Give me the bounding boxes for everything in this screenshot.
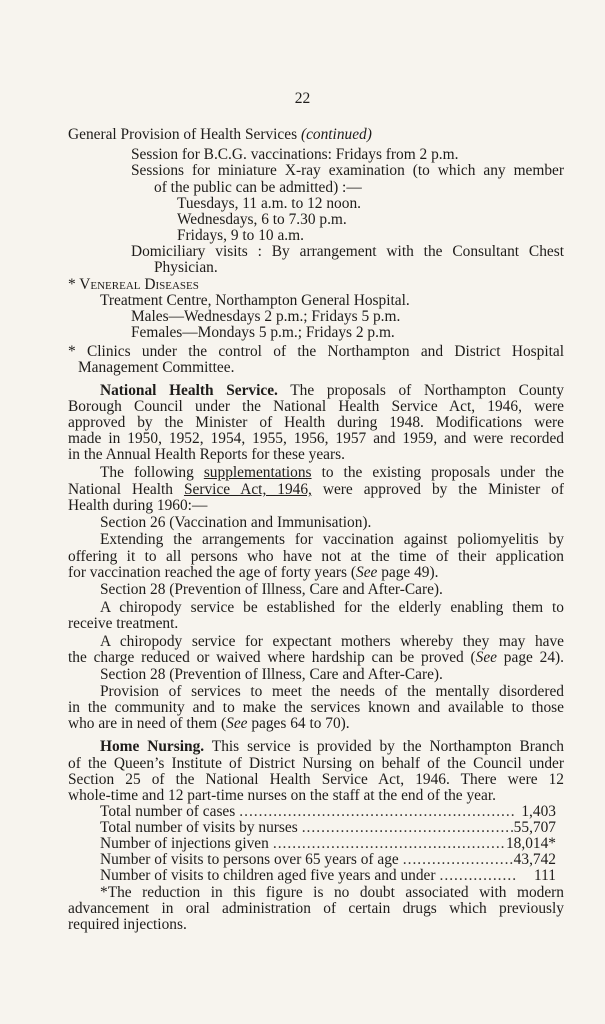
section-heading [68, 126, 564, 143]
domiciliary-line-2: Physician. [154, 259, 218, 276]
xray-fridays: Fridays, 9 to 10 a.m. [177, 227, 304, 244]
females-hours: Females—Mondays 5 p.m.; Fridays 2 p.m. [131, 324, 395, 341]
clinics-note-line-1: * Clinics under the control of the Northampton and District Hospital [68, 343, 564, 360]
leader-dots [269, 835, 506, 852]
stats-value: 43,742 [513, 851, 556, 868]
nhs-para-2-line-2 [68, 481, 564, 498]
domiciliary-line-1: Domiciliary visits : By arrangement with the Consultant Chest [131, 243, 564, 260]
provision-line-1: Provision of services to meet the needs of the mentally disordered [100, 683, 564, 700]
footnote-line-3: required injections. [68, 916, 187, 933]
extending-line-3-c: page 49). [377, 564, 439, 581]
stats-label: Number of visits to children aged five years and under [100, 867, 436, 884]
leader-dots [436, 867, 517, 884]
nhs-para-2-line-1-c: to the existing proposals under the [311, 464, 564, 481]
section-26: Section 26 (Vaccination and Immunisation). [100, 514, 372, 531]
see-ref: See [475, 649, 498, 666]
section-28-a: Section 28 (Prevention of Illness, Care and After-Care). [100, 581, 443, 598]
nhs-para-1-line-2: Borough Council under the National Health Service Act, 1946, were [68, 398, 564, 415]
nhs-para-1-line-3: approved by the Minister of Health during 1948. Modifications were [68, 414, 564, 431]
provision-line-3 [68, 715, 564, 732]
stats-value: 18,014* [505, 835, 556, 852]
nhs-para-1-line-4: made in 1950, 1952, 1954, 1955, 1956, 1957 and 1959, and were recorded [68, 430, 564, 447]
extending-line-3 [68, 564, 564, 581]
stats-label: Number of visits to persons over 65 years of age [100, 851, 399, 868]
footnote-line-2: advancement in oral administration of certain drugs which previously [68, 900, 564, 917]
nhs-para-2-line-1-a: The following [100, 464, 204, 481]
extending-line-2: offering it to all persons who have not at the time of their application [68, 548, 564, 565]
chiropody-elderly-line-2: receive treatment. [68, 615, 179, 632]
nhs-para-2-line-1 [100, 464, 564, 481]
service-act-underlined: Service Act, 1946, [183, 481, 312, 498]
nhs-para-1-line-1 [100, 382, 564, 399]
stats-label: Number of injections given [100, 835, 269, 852]
nhs-title: National Health Service. [100, 382, 278, 399]
home-nursing-title: Home Nursing. [100, 738, 205, 755]
stats-value: 111 [534, 867, 556, 884]
see-ref: See [356, 564, 378, 581]
home-nursing-line-3: Section 25 of the National Health Service Act, 1946. There were 12 [68, 771, 564, 788]
provision-line-3-c: pages 64 to 70). [247, 715, 350, 732]
section-heading-text: General Provision of Health Services [68, 126, 301, 143]
provision-line-3-a: who are in need of them ( [68, 715, 227, 732]
extending-line-3-a: for vaccination reached the age of forty years ( [68, 564, 356, 581]
chiropody-mothers-line-2-c: page 24). [497, 649, 564, 666]
section-28-b: Section 28 (Prevention of Illness, Care and After-Care). [100, 666, 443, 683]
page-number: 22 [294, 90, 311, 107]
see-ref: See [226, 715, 248, 732]
males-hours: Males—Wednesdays 2 p.m.; Fridays 5 p.m. [131, 308, 401, 325]
chiropody-mothers-line-1: A chiropody service for expectant mothers whereby they may have [100, 633, 564, 650]
venereal-heading: * Venereal Diseases [68, 276, 199, 293]
treatment-centre: Treatment Centre, Northampton General Hospital. [100, 292, 410, 309]
section-heading-continued: (continued) [300, 126, 372, 143]
home-nursing-line-1-text: This service is provided by the Northampton Branch [204, 738, 564, 755]
stats-value: 1,403 [521, 803, 556, 820]
chiropody-mothers-line-2-a: the charge reduced or waived where hardship can be proved ( [68, 649, 476, 666]
nhs-para-2-line-2-c: were approved by the Minister of [311, 481, 565, 498]
bcg-session: Session for B.C.G. vaccinations: Fridays from 2 p.m. [131, 146, 459, 163]
home-nursing-line-1 [100, 738, 564, 755]
clinics-note-line-2: Management Committee. [78, 359, 235, 376]
leader-dots [235, 803, 516, 820]
extending-line-1: Extending the arrangements for vaccination against poliomyelitis by [100, 531, 564, 548]
stats-row [100, 819, 556, 836]
supplementations-underlined: supplementations [203, 464, 312, 481]
nhs-para-2-line-3: Health during 1960:— [68, 497, 208, 514]
stats-value: 55,707 [513, 819, 556, 836]
xray-tuesdays: Tuesdays, 11 a.m. to 12 noon. [177, 195, 361, 212]
stats-row [100, 835, 556, 852]
stats-row [100, 867, 556, 884]
xray-line-2: of the public can be admitted) :— [154, 179, 362, 196]
chiropody-mothers-line-2 [68, 649, 564, 666]
xray-wednesdays: Wednesdays, 6 to 7.30 p.m. [177, 211, 347, 228]
stats-row [100, 851, 556, 868]
leader-dots [399, 851, 514, 868]
home-nursing-line-4: whole-time and 12 part-time nurses on the staff at the end of the year. [68, 787, 496, 804]
stats-row [100, 803, 556, 820]
chiropody-elderly-line-1: A chiropody service be established for the elderly enabling them to [100, 599, 564, 616]
stats-label: Total number of visits by nurses [100, 819, 298, 836]
nhs-para-2-line-2-a: National Health [68, 481, 184, 498]
nhs-para-1-line-5: in the Annual Health Reports for these years. [68, 446, 345, 463]
nhs-para-1-line-1-text: The proposals of Northampton County [277, 382, 564, 399]
provision-line-2: in the community and to make the services known and available to those [68, 699, 564, 716]
stats-label: Total number of cases [100, 803, 236, 820]
leader-dots [298, 819, 514, 836]
footnote-line-1: *The reduction in this figure is no doubt associated with modern [100, 884, 564, 901]
xray-line-1: Sessions for miniature X-ray examination (to which any member [131, 162, 564, 179]
home-nursing-line-2: of the Queen’s Institute of District Nursing on behalf of the Council under [68, 755, 564, 772]
